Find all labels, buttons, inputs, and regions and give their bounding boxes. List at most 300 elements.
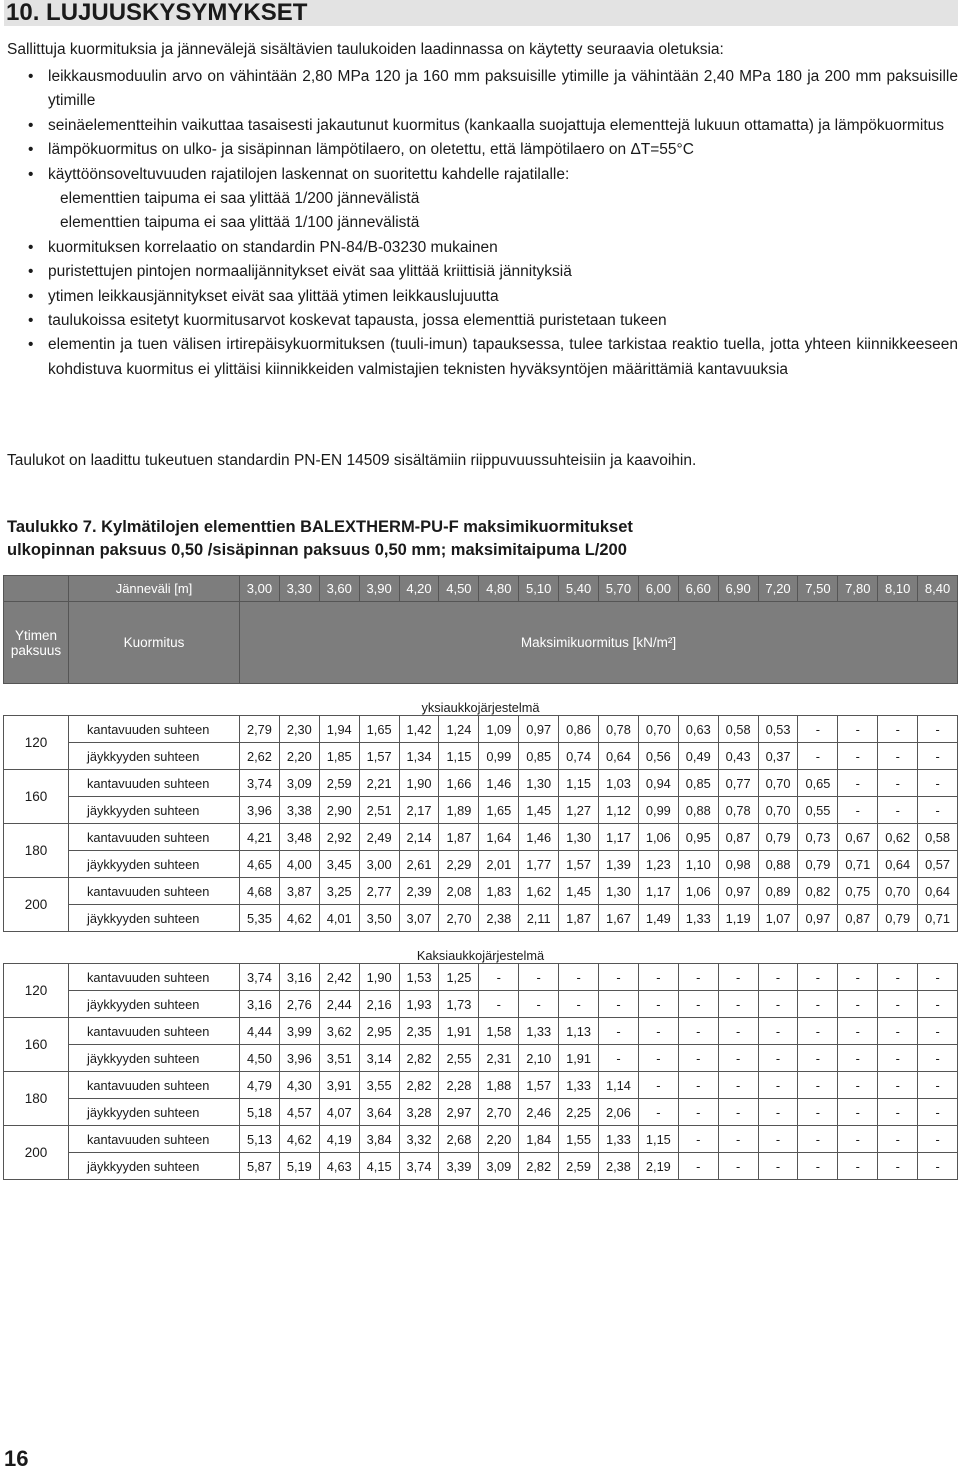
load-type-cell: jäykkyyden suhteen [69,851,240,878]
max-load-header: Maksimikuormitus [kN/m²] [240,602,958,684]
table-cell: 3,96 [279,1045,319,1072]
table-cell: 2,38 [599,1153,639,1180]
span-header-row [4,576,958,602]
table-cell: 0,97 [519,716,559,743]
table-cell: 2,01 [479,851,519,878]
section-row [4,932,958,964]
table-cell: - [758,1099,798,1126]
table-cell: - [678,1099,718,1126]
core-thickness-cell: 160 [4,1018,69,1072]
table-cell: 1,17 [638,878,678,905]
load-type-cell: kantavuuden suhteen [69,824,240,851]
table-cell: - [798,1018,838,1045]
table-cell: - [878,716,918,743]
table-cell: 0,71 [918,905,958,932]
table-cell: - [878,1126,918,1153]
table-cell: 0,53 [758,716,798,743]
table-cell: 1,91 [439,1018,479,1045]
table-cell: 0,71 [838,851,878,878]
table-cell: 2,44 [319,991,359,1018]
table-cell: - [838,991,878,1018]
table-cell: 1,45 [519,797,559,824]
table-cell: 1,06 [638,824,678,851]
table-cell: - [838,1072,878,1099]
load-type-cell: kantavuuden suhteen [69,770,240,797]
table-cell: 4,62 [279,905,319,932]
table-cell: 2,55 [439,1045,479,1072]
table-cell: - [918,770,958,797]
table-cell: 4,30 [279,1072,319,1099]
table-cell: - [878,1099,918,1126]
table-cell: - [559,964,599,991]
page-title: 10. LUJUUSKYSYMYKSET [4,0,958,26]
table-cell: 3,91 [319,1072,359,1099]
table-row [4,851,958,878]
table-row [4,716,958,743]
table-cell: 1,57 [559,851,599,878]
table-cell: - [918,1126,958,1153]
load-type-cell: jäykkyyden suhteen [69,797,240,824]
table-cell: 2,90 [319,797,359,824]
table-cell: 2,20 [279,743,319,770]
table-cell: 2,08 [439,878,479,905]
table-cell: 0,79 [878,905,918,932]
table-cell: - [678,1072,718,1099]
table-cell: - [918,797,958,824]
list-item: • elementin ja tuen välisen irtirepäisykuormituksen (tuuli-imun) tapauksessa, tulee tarkistaa reaktio tuella, jotta yhteen kiinnikkeeseen kohdistuva kuormitus ei ylittäisi kiinnikkeiden valmistajien teknisten hyväksyntöjen määrittämiä kantavuuksia [28,336,958,378]
table-cell: 2,10 [519,1045,559,1072]
table-cell: - [758,1153,798,1180]
table-cell: 0,87 [838,905,878,932]
table-cell: 4,57 [279,1099,319,1126]
core-thickness-cell: 120 [4,716,69,770]
table-cell: 2,28 [439,1072,479,1099]
table-cell: 0,97 [718,878,758,905]
core-thickness-cell: 200 [4,1126,69,1180]
list-item: • puristettujen pintojen normaalijännitykset eivät saa ylittää kriittisiä jännityksiä [28,263,572,281]
table-cell: 4,50 [240,1045,280,1072]
span-value: 4,80 [479,576,519,602]
table-cell: 2,31 [479,1045,519,1072]
table-cell: - [878,797,918,824]
table-cell: 0,64 [878,851,918,878]
table-cell: 0,87 [718,824,758,851]
table-cell: 0,57 [918,851,958,878]
table-cell: 0,99 [638,797,678,824]
table-cell: 1,19 [718,905,758,932]
table-cell: 0,73 [798,824,838,851]
table-cell: - [519,991,559,1018]
table-cell: 0,63 [678,716,718,743]
table-cell: 1,88 [479,1072,519,1099]
span-value: 6,90 [718,576,758,602]
table-cell: 1,30 [519,770,559,797]
table-cell: 1,67 [599,905,639,932]
table-cell: - [798,1153,838,1180]
table-row [4,1018,958,1045]
table-cell: 1,03 [599,770,639,797]
table-cell: 1,90 [399,770,439,797]
table-cell: 2,14 [399,824,439,851]
table-cell: 0,77 [718,770,758,797]
table-cell: - [838,716,878,743]
table-cell: 2,61 [399,851,439,878]
table-cell: 3,50 [359,905,399,932]
core-thickness-cell: 160 [4,770,69,824]
table-cell: - [758,1126,798,1153]
table-cell: 3,32 [399,1126,439,1153]
table-cell: 4,19 [319,1126,359,1153]
table-cell: 1,65 [359,716,399,743]
table-cell: 2,42 [319,964,359,991]
table-cell: - [838,1126,878,1153]
table-cell: 2,38 [479,905,519,932]
list-item: • kuormituksen korrelaatio on standardin PN-84/B-03230 mukainen [28,238,498,256]
table-cell: 3,38 [279,797,319,824]
table-cell: 3,09 [279,770,319,797]
load-type-cell: jäykkyyden suhteen [69,1045,240,1072]
table-cell: 2,49 [359,824,399,851]
table-cell: 5,19 [279,1153,319,1180]
table-cell: 4,21 [240,824,280,851]
table-cell: 0,65 [798,770,838,797]
table-caption-line: Taulukko 7. Kylmätilojen elementtien BALEXTHERM-PU-F maksimikuormitukset [7,518,633,536]
table-cell: 2,59 [319,770,359,797]
table-cell: 2,82 [399,1072,439,1099]
table-cell: 2,35 [399,1018,439,1045]
section-title: Kaksiaukkojärjestelmä [4,932,958,964]
section-row [4,684,958,716]
table-cell: 2,46 [519,1099,559,1126]
table-cell: 1,57 [519,1072,559,1099]
table-cell: 0,55 [798,797,838,824]
table-cell: 1,90 [359,964,399,991]
table-cell: - [479,964,519,991]
table-cell: 2,77 [359,878,399,905]
span-label: Jänneväli [m] [69,576,240,602]
table-cell: - [638,1099,678,1126]
table-cell: 3,00 [359,851,399,878]
list-item: • leikkausmoduulin arvo on vähintään 2,80 MPa 120 ja 160 mm paksuisille ytimille ja vähintään 2,40 MPa 180 ja 200 mm paksuisille ytimille [28,68,958,110]
table-cell: - [878,1072,918,1099]
table-cell: - [638,964,678,991]
table-caption [7,516,633,562]
load-type-cell: kantavuuden suhteen [69,716,240,743]
table-cell: - [878,1153,918,1180]
table-cell: - [678,991,718,1018]
table-cell: 1,25 [439,964,479,991]
table-cell: 3,45 [319,851,359,878]
table-cell: 2,11 [519,905,559,932]
table-cell: 4,07 [319,1099,359,1126]
table-row [4,1153,958,1180]
table-cell: - [838,770,878,797]
table-cell: 2,82 [519,1153,559,1180]
table-cell: - [878,991,918,1018]
table-cell: 2,92 [319,824,359,851]
table-row [4,743,958,770]
table-cell: - [838,743,878,770]
table-cell: 1,65 [479,797,519,824]
span-value: 4,50 [439,576,479,602]
span-value: 8,10 [878,576,918,602]
table-cell: 0,78 [718,797,758,824]
table-cell: 0,70 [758,770,798,797]
table-cell: 0,43 [718,743,758,770]
load-header: Kuormitus [69,602,240,684]
table-cell: 1,53 [399,964,439,991]
table-cell: 2,30 [279,716,319,743]
table-cell: 1,49 [638,905,678,932]
span-value: 5,10 [519,576,559,602]
table-cell: 0,70 [878,878,918,905]
table-cell: - [798,716,838,743]
table-cell: 3,16 [240,991,280,1018]
table-cell: 2,70 [439,905,479,932]
table-cell: 2,17 [399,797,439,824]
core-thickness-cell: 180 [4,1072,69,1126]
load-table [3,575,958,1180]
table-cell: 2,97 [439,1099,479,1126]
table-cell: 5,13 [240,1126,280,1153]
table-cell: - [878,1018,918,1045]
table-cell: 1,30 [599,878,639,905]
table-cell: - [559,991,599,1018]
table-cell: 4,15 [359,1153,399,1180]
table-row [4,1072,958,1099]
table-cell: 1,58 [479,1018,519,1045]
load-type-cell: kantavuuden suhteen [69,1018,240,1045]
table-cell: 0,70 [758,797,798,824]
table-cell: - [678,964,718,991]
table-row [4,905,958,932]
table-cell: 1,14 [599,1072,639,1099]
table-cell: 2,68 [439,1126,479,1153]
table-cell: - [838,964,878,991]
table-cell: 1,15 [559,770,599,797]
table-cell: 3,64 [359,1099,399,1126]
table-cell: - [678,1018,718,1045]
table-cell: 1,06 [678,878,718,905]
table-cell: 1,66 [439,770,479,797]
span-value: 7,50 [798,576,838,602]
table-cell: - [838,1045,878,1072]
table-cell: - [718,1153,758,1180]
load-type-cell: kantavuuden suhteen [69,1126,240,1153]
table-cell: 1,83 [479,878,519,905]
table-cell: - [718,991,758,1018]
table-cell: - [918,716,958,743]
table-cell: 2,20 [479,1126,519,1153]
table-caption-line: ulkopinnan paksuus 0,50 /sisäpinnan paksuus 0,50 mm; maksimitaipuma L/200 [7,541,627,559]
table-cell: 1,45 [559,878,599,905]
table-cell: - [718,1099,758,1126]
table-cell: - [718,964,758,991]
table-cell: 1,87 [439,824,479,851]
span-value: 3,00 [240,576,280,602]
table-cell: - [838,797,878,824]
table-cell: 0,94 [638,770,678,797]
table-cell: 1,93 [399,991,439,1018]
table-cell: 1,13 [559,1018,599,1045]
table-cell: - [798,1126,838,1153]
table-cell: 3,74 [240,770,280,797]
table-cell: 2,76 [279,991,319,1018]
table-cell: - [878,964,918,991]
table-cell: 2,51 [359,797,399,824]
table-cell: 1,30 [559,824,599,851]
table-cell: 4,65 [240,851,280,878]
load-type-cell: jäykkyyden suhteen [69,991,240,1018]
table-cell: - [798,991,838,1018]
standard-paragraph: Taulukot on laadittu tukeutuen standardin PN-EN 14509 sisältämiin riippuvuussuhteisiin ja kaavoihin. [7,452,697,469]
table-cell: 3,09 [479,1153,519,1180]
table-cell: 3,84 [359,1126,399,1153]
table-cell: 1,85 [319,743,359,770]
table-cell: 0,85 [519,743,559,770]
core-thickness-cell: 180 [4,824,69,878]
table-cell: 3,62 [319,1018,359,1045]
table-cell: 1,73 [439,991,479,1018]
table-row [4,770,958,797]
table-cell: - [918,1045,958,1072]
table-row [4,824,958,851]
load-type-cell: jäykkyyden suhteen [69,905,240,932]
table-cell: 4,44 [240,1018,280,1045]
list-item: • käyttöönsoveltuvuuden rajatilojen laskennat on suoritettu kahdelle rajatilalle: [28,165,570,183]
table-cell: 0,99 [479,743,519,770]
table-cell: - [638,1018,678,1045]
table-cell: 0,98 [718,851,758,878]
table-cell: 1,84 [519,1126,559,1153]
intro-text: Sallittuja kuormituksia ja jännevälejä sisältävien taulukoiden laadinnassa on käytetty seuraavia oletuksia: [7,41,724,58]
table-cell: 5,18 [240,1099,280,1126]
table-row [4,878,958,905]
list-item: • ytimen leikkausjännitykset eivät saa ylittää ytimen leikkauslujuutta [28,287,499,305]
table-cell: 1,46 [519,824,559,851]
table-cell: 5,87 [240,1153,280,1180]
table-cell: 3,55 [359,1072,399,1099]
table-cell: 1,33 [519,1018,559,1045]
table-cell: 2,79 [240,716,280,743]
table-cell: 3,16 [279,964,319,991]
table-cell: 1,91 [559,1045,599,1072]
table-cell: 3,74 [240,964,280,991]
table-cell: 2,82 [399,1045,439,1072]
span-value: 7,80 [838,576,878,602]
table-cell: 0,88 [678,797,718,824]
table-cell: 1,15 [439,743,479,770]
table-cell: - [599,1018,639,1045]
table-cell: 2,19 [638,1153,678,1180]
table-cell: 1,07 [758,905,798,932]
table-cell: - [718,1045,758,1072]
table-cell: - [918,743,958,770]
span-value: 6,00 [638,576,678,602]
table-cell: - [758,991,798,1018]
table-cell: 1,89 [439,797,479,824]
table-cell: 2,16 [359,991,399,1018]
table-cell: 1,24 [439,716,479,743]
list-item: • seinäelementteihin vaikuttaa tasaisesti jakautunut kuormitus (kankaalla suojattuja elementtejä lukuun ottamatta) ja lämpökuormitus [28,116,945,134]
table-cell: 4,01 [319,905,359,932]
table-cell: 3,28 [399,1099,439,1126]
span-value: 3,30 [279,576,319,602]
assumption-list [28,65,958,382]
table-cell: - [758,1045,798,1072]
table-cell: 0,37 [758,743,798,770]
table-cell: 4,62 [279,1126,319,1153]
table-cell: - [678,1045,718,1072]
table-cell: 0,49 [678,743,718,770]
load-type-cell: jäykkyyden suhteen [69,743,240,770]
table-row [4,991,958,1018]
load-type-cell: kantavuuden suhteen [69,878,240,905]
table-cell: - [638,991,678,1018]
table-cell: 1,34 [399,743,439,770]
list-item: • lämpökuormitus on ulko- ja sisäpinnan lämpötilaero, on oletettu, että lämpötilaero on ΔT=55°C [28,141,694,159]
table-cell: - [718,1018,758,1045]
table-cell: 2,39 [399,878,439,905]
table-cell: 0,89 [758,878,798,905]
table-cell: 2,70 [479,1099,519,1126]
table-cell: 4,68 [240,878,280,905]
table-cell: 0,95 [678,824,718,851]
table-cell: 0,58 [918,824,958,851]
table-cell: - [599,991,639,1018]
table-cell: 1,55 [559,1126,599,1153]
table-cell: - [918,1018,958,1045]
table-cell: 1,10 [678,851,718,878]
table-cell: 1,17 [599,824,639,851]
table-cell: - [678,1126,718,1153]
table-cell: - [878,770,918,797]
load-type-cell: kantavuuden suhteen [69,964,240,991]
table-cell: 0,70 [638,716,678,743]
span-value: 4,20 [399,576,439,602]
table-cell: 0,97 [798,905,838,932]
table-cell: - [798,964,838,991]
table-cell: - [758,1018,798,1045]
table-cell: 1,62 [519,878,559,905]
sub-list-item: elementtien taipuma ei saa ylittää 1/200 jännevälistä [60,190,420,208]
table-row [4,1126,958,1153]
table-cell: 2,21 [359,770,399,797]
table-cell: 3,99 [279,1018,319,1045]
table-cell: 2,59 [559,1153,599,1180]
load-type-cell: jäykkyyden suhteen [69,1099,240,1126]
table-cell: 1,39 [599,851,639,878]
table-cell: 0,78 [599,716,639,743]
section-title: yksiaukkojärjestelmä [4,684,958,716]
table-cell: 0,62 [878,824,918,851]
table-cell: - [758,1072,798,1099]
table-cell: 2,06 [599,1099,639,1126]
table-cell: - [918,1072,958,1099]
table-cell: 0,64 [599,743,639,770]
table-cell: 5,35 [240,905,280,932]
table-cell: 0,67 [838,824,878,851]
table-row [4,1045,958,1072]
table-cell: - [599,964,639,991]
table-cell: 0,75 [838,878,878,905]
table-cell: - [918,1153,958,1180]
table-row [4,1099,958,1126]
span-value: 5,40 [559,576,599,602]
table-cell: 3,39 [439,1153,479,1180]
table-cell: - [599,1045,639,1072]
table-cell: - [479,991,519,1018]
